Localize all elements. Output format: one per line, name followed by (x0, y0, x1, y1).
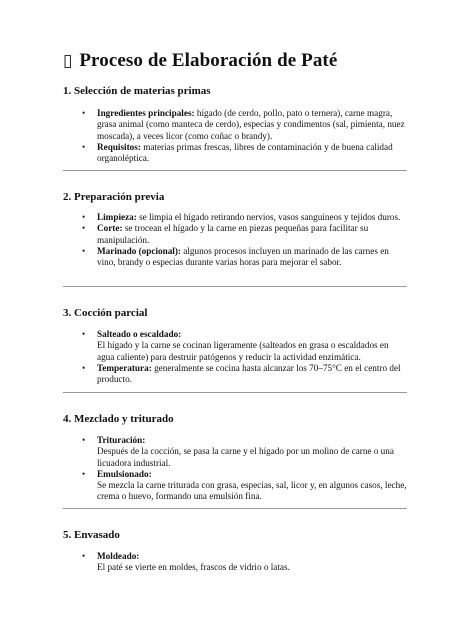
item-text: El hígado y la carne se cocinan ligeramente (salteados en grasa o escaldados en agua caliente) para destruir patógenos y reducir la actividad enzimática. (97, 340, 389, 362)
item-text: se trocean el hígado y la carne en piezas pequeñas para facilitar su manipulación. (97, 223, 369, 245)
section-heading: 2. Preparación previa (63, 191, 165, 203)
item-text: algunos procesos incluyen un marinado de las carnes en vino, brandy o especias durante varias horas para mejorar el sabor. (97, 245, 389, 268)
item-text: se limpia el hígado retirando nervios, vasos sanguíneos y tejidos duros. (136, 212, 401, 222)
item-label: • Emulsionado: (97, 468, 152, 479)
bullet-list (63, 329, 408, 385)
page-title-text: Proceso de Elaboración de Paté (79, 50, 338, 71)
item-text: Después de la cocción, se pasa la carne y el hígado por un molino de carne o una licuadora industrial. (97, 446, 394, 468)
section-divider (63, 170, 407, 171)
list-item (97, 142, 408, 165)
item-text: hígado (de cerdo, pollo, pato o ternera), carne magra, grasa animal (como manteca de cerdo), especias y condimentos (sal, pimienta, nuez moscada), a veces licor (como coñac o brandy). (97, 108, 405, 141)
list-item (97, 363, 408, 386)
section-coccion (63, 306, 408, 385)
item-text: Se mezcla la carne triturada con grasa, especias, sal, licor y, en algunos casos, leche, crema o huevo, formando una emulsión fina. (97, 480, 407, 502)
list-item (97, 469, 408, 503)
item-label: • Trituración: (97, 435, 146, 445)
section-heading: 4. Mezclado y triturado (63, 413, 174, 425)
section-envasado (63, 528, 408, 574)
page-title (63, 50, 337, 72)
list-item (97, 223, 408, 246)
item-label: Corte: (97, 223, 123, 234)
section-divider (63, 508, 407, 509)
bullet-list (63, 212, 408, 268)
list-item (97, 435, 408, 469)
bullet-list (63, 435, 408, 503)
list-item (97, 108, 408, 142)
item-label: Marinado (opcional): (97, 245, 181, 256)
item-label: Requisitos: (97, 141, 141, 152)
list-item (97, 212, 408, 223)
item-label: Limpieza: (97, 212, 137, 222)
bullet-list (63, 551, 408, 574)
list-item (97, 329, 408, 363)
section-divider (63, 286, 407, 287)
section-seleccion (63, 84, 408, 164)
list-item (97, 246, 408, 269)
item-label: • Salteado o escaldado: (97, 329, 182, 339)
section-preparacion (63, 190, 408, 268)
list-item (97, 551, 408, 574)
document-icon: ▯ (63, 51, 73, 71)
section-heading: 3. Cocción parcial (63, 307, 148, 319)
item-label: • Moldeado: (97, 551, 140, 561)
item-text: generalmente se cocina hasta alcanzar los 70–75°C en el centro del producto. (97, 362, 401, 385)
item-label: Ingredientes principales: (97, 108, 195, 118)
section-heading: 5. Envasado (63, 529, 120, 541)
section-divider (63, 392, 407, 393)
section-heading: 1. Selección de materias primas (63, 85, 211, 97)
bullet-list (63, 108, 408, 164)
item-text: El paté se vierte en moldes, frascos de vidrio o latas. (97, 562, 290, 573)
item-text: materias primas frescas, libres de contaminación y de buena calidad organoléptica. (97, 141, 393, 164)
item-label: Temperatura: (97, 362, 152, 373)
section-mezclado (63, 412, 408, 503)
